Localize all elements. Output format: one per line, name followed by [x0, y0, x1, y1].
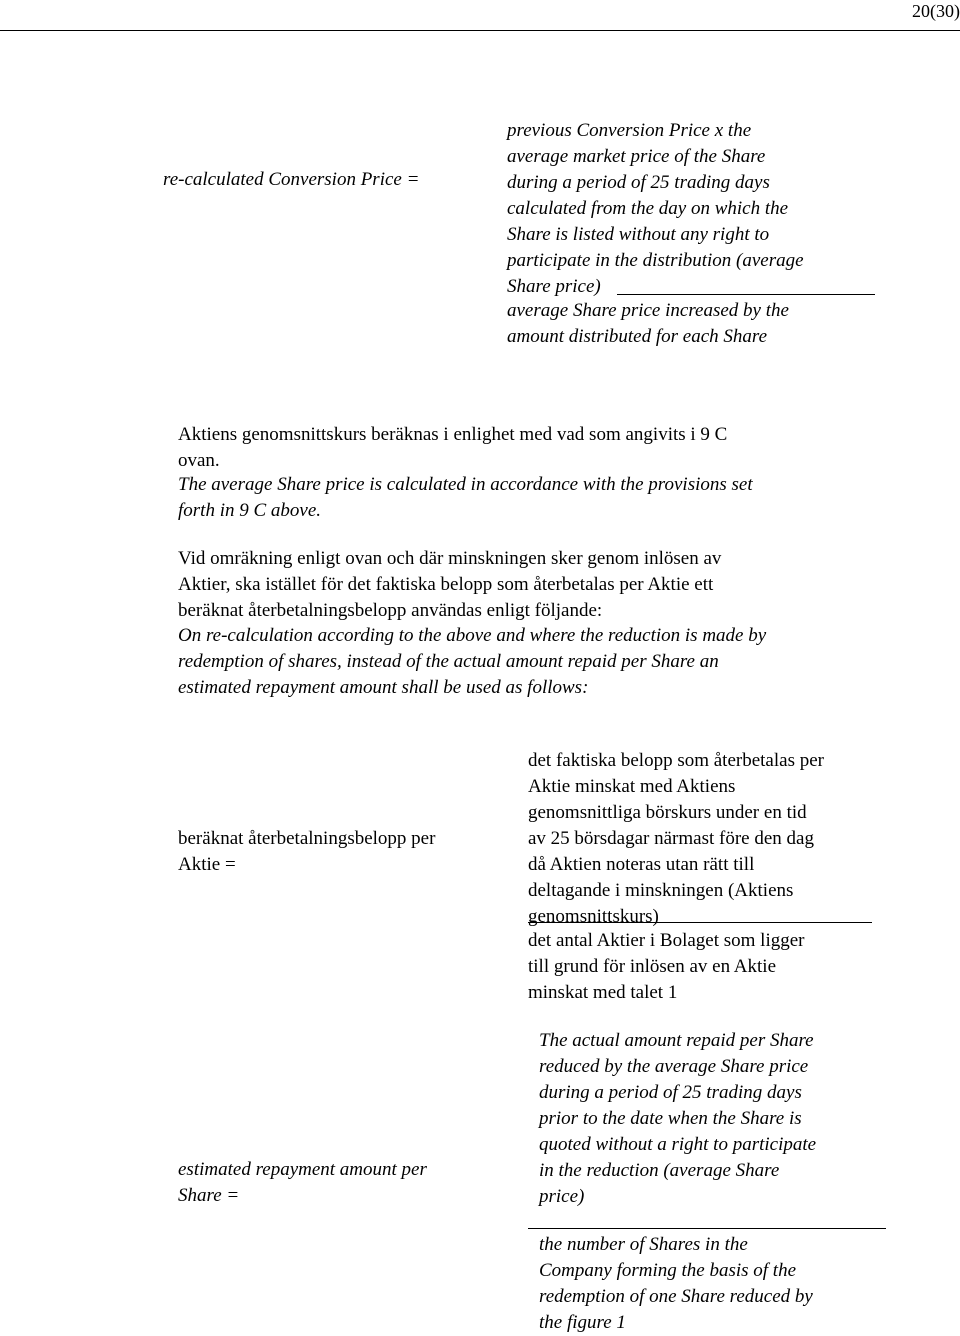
paragraph-english-1: The average Share price is calculated in accordance with the provisions set forth in 9 C above.: [178, 474, 753, 521]
denominator-line: amount distributed for each Share: [507, 326, 767, 347]
numerator-line: då Aktien noteras utan rätt till: [528, 854, 755, 875]
numerator-line: quoted without a right to participate: [539, 1134, 817, 1155]
formula1-denominator: [507, 298, 789, 350]
denominator-line: average Share price increased by the: [507, 300, 789, 321]
numerator-line: participate in the distribution (average: [507, 250, 804, 271]
formula2-numerator: [528, 748, 824, 930]
numerator-line: during a period of 25 trading days: [539, 1082, 802, 1103]
denominator-line: redemption of one Share reduced by: [539, 1286, 813, 1307]
formula1-fraction-bar: [617, 294, 875, 295]
formula2-label: [178, 826, 435, 878]
denominator-line: the figure 1: [539, 1312, 626, 1333]
formula1-numerator: [507, 118, 804, 300]
numerator-line: Share price): [507, 276, 601, 297]
numerator-line: det faktiska belopp som återbetalas per: [528, 750, 824, 771]
denominator-line: Company forming the basis of the: [539, 1260, 797, 1281]
formula1-label: re-calculated Conversion Price =: [163, 169, 420, 190]
numerator-line: price): [539, 1186, 585, 1207]
formula2-denominator: [528, 928, 805, 1006]
label-line: Share =: [178, 1185, 240, 1206]
numerator-line: genomsnittskurs): [528, 906, 659, 927]
numerator-line: genomsnittliga börskurs under en tid: [528, 802, 807, 823]
numerator-line: The actual amount repaid per Share: [539, 1030, 814, 1051]
label-line: estimated repayment amount per: [178, 1159, 427, 1180]
denominator-line: the number of Shares in the: [539, 1234, 748, 1255]
denominator-line: minskat med talet 1: [528, 982, 678, 1003]
label-line: beräknat återbetalningsbelopp per: [178, 828, 436, 849]
numerator-line: prior to the date when the Share is: [539, 1108, 802, 1129]
numerator-line: calculated from the day on which the: [507, 198, 789, 219]
denominator-line: det antal Aktier i Bolaget som ligger: [528, 930, 805, 951]
numerator-line: Aktie minskat med Aktiens: [528, 776, 736, 797]
formula3-numerator: [539, 1028, 816, 1210]
formula2-fraction-bar: [528, 922, 872, 923]
paragraph-swedish-1: Aktiens genomsnittskurs beräknas i enlighet med vad som angivits i 9 C ovan.: [178, 424, 728, 471]
numerator-line: reduced by the average Share price: [539, 1056, 809, 1077]
formula3-fraction-bar: [528, 1228, 886, 1229]
paragraph-english-2: On re-calculation according to the above and where the reduction is made by redemption of shares, instead of the actual amount repaid per Share an estimated repayment amount shall be used as follows:: [178, 625, 767, 698]
label-line: Aktie =: [178, 854, 236, 875]
page-number: 20(30): [912, 1, 960, 21]
numerator-line: in the reduction (average Share: [539, 1160, 780, 1181]
denominator-line: till grund för inlösen av en Aktie: [528, 956, 777, 977]
numerator-line: deltagande i minskningen (Aktiens: [528, 880, 794, 901]
paragraph-swedish-2: Vid omräkning enligt ovan och där minskningen sker genom inlösen av Aktier, ska istället för det faktiska belopp som återbetalas per Aktie ett beräknat återbetalningsbelopp användas enligt följande:: [178, 548, 722, 621]
numerator-line: Share is listed without any right to: [507, 224, 770, 245]
numerator-line: previous Conversion Price x the: [507, 120, 752, 141]
numerator-line: average market price of the Share: [507, 146, 766, 167]
numerator-line: av 25 börsdagar närmast före den dag: [528, 828, 814, 849]
header-rule: [0, 30, 960, 31]
formula3-denominator: [539, 1232, 813, 1336]
formula3-label: [178, 1157, 427, 1209]
numerator-line: during a period of 25 trading days: [507, 172, 770, 193]
